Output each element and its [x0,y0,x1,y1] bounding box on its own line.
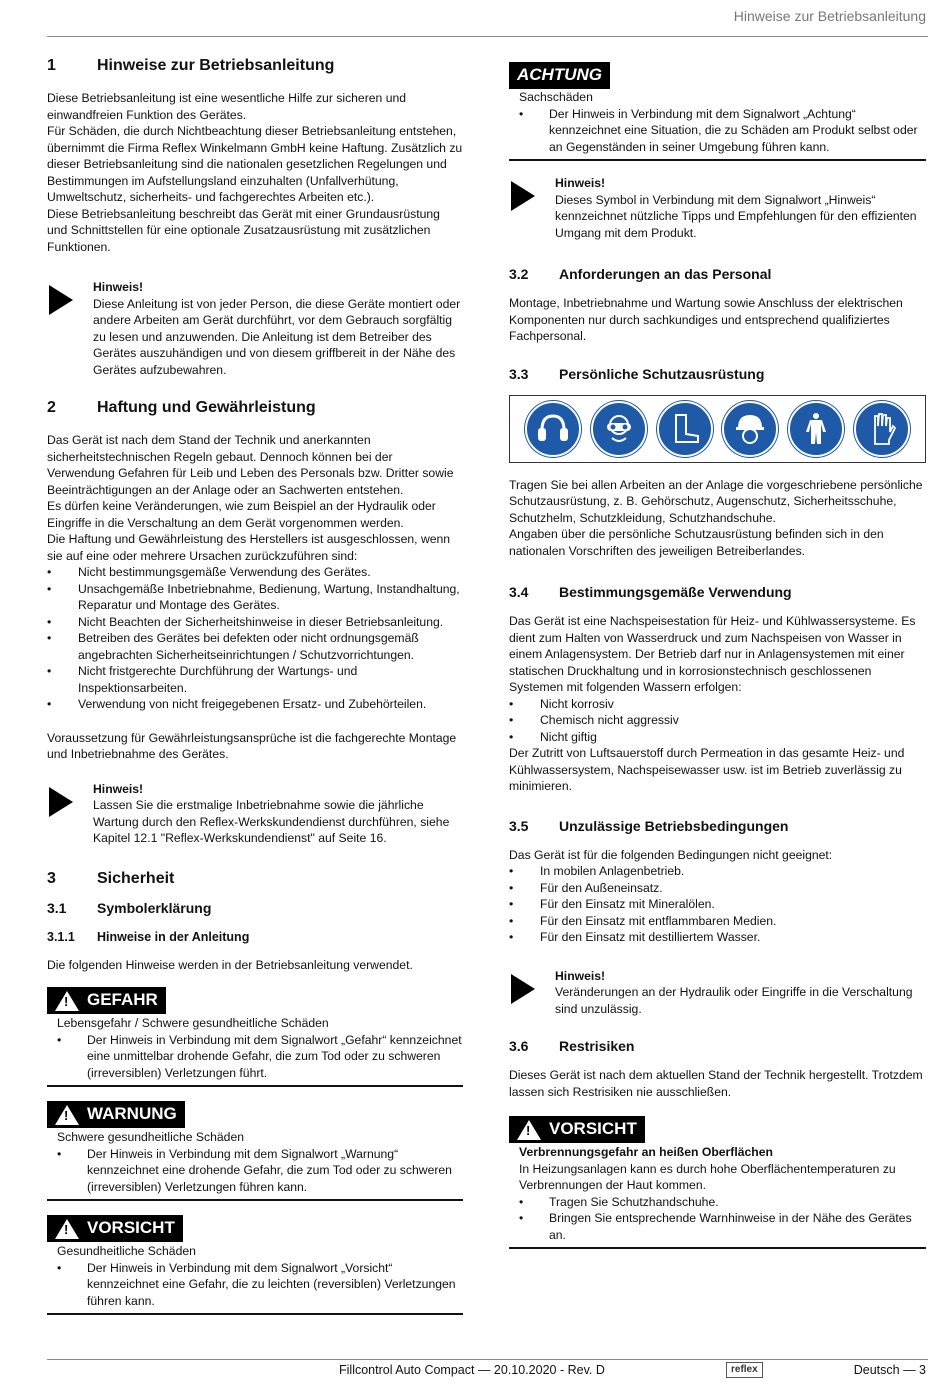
list-item: • Nicht bestimmungsgemäße Verwendung des Gerätes. [47,564,463,581]
section-title: Restrisiken [559,1038,635,1054]
section-title: Hinweise zur Betriebsanleitung [97,57,335,74]
note-text: Diese Anleitung ist von jeder Person, die diese Geräte montiert oder andere Arbeiten am Gerät durchführt, vor dem Gebrauch sorgfältig zu lesen und anzuwenden. Die Anleitung ist dem Betreiber des Gerätes auszuhändigen und von diesem griffbereit in der Nähe des Gerätes aufzubewahren. [93,296,461,377]
list-item: • In mobilen Anlagenbetrieb. [509,863,926,880]
section-number: 3.5 [509,817,529,834]
note-box [509,175,926,241]
signal-vorsicht-hot-surface [509,1116,926,1249]
signal-subtitle: Schwere gesundheitliche Schäden [57,1130,245,1144]
section-3-6-heading [509,1037,926,1055]
list-item: • Der Hinweis in Verbindung mit dem Signalwort „Warnung“ kennzeichnet eine drohende Gefahr, die zum Tod oder zu schweren (irreversiblen) Verletzungen führen kann. [57,1146,463,1196]
section-title: Haftung und Gewährleistung [97,399,316,416]
warning-triangle-icon: ! [517,1120,541,1140]
note-box [47,279,463,378]
paragraph: Es dürfen keine Veränderungen, wie zum Beispiel an der Hydraulik oder Eingriffe in die Verschaltung an dem Gerät vorgenommen werden. [47,499,436,530]
list-item: • Für den Einsatz mit entflammbaren Medien. [509,913,926,930]
signal-subtitle: Sachschäden [519,90,593,104]
section-number: 3.1 [47,899,67,916]
separator: — [903,1363,916,1377]
safety-goggles-icon [591,401,647,457]
vorsicht-badge [47,1215,183,1242]
section-2-heading [47,398,463,418]
gloves-icon [854,401,910,457]
signal-warnung [47,1101,463,1201]
section-1-heading [47,56,463,76]
page-number: 3 [919,1363,926,1377]
left-column [47,56,463,1325]
section-title: Anforderungen an das Personal [559,266,772,282]
safety-boots-icon [657,401,713,457]
gefahr-badge [47,987,166,1014]
arrow-right-icon [47,279,93,378]
signal-subtitle: Gesundheitliche Schäden [57,1244,196,1258]
paragraph: Das Gerät ist eine Nachspeisestation für Heiz- und Kühlwassersysteme. Es dient zum Halten von Wasserdruck und zum Nachspeisen von Wasser in einem Anlagensystem. Der Betrieb darf nur in Anlagensystemen mit einer statischen Druckhaltung und in korrosionstechnisch geschlossenen Systemen mit folgenden Wassern erfolgen: [509,614,916,694]
page-header-title: Hinweise zur Betriebsanleitung [733,8,926,24]
list-item: • Nicht giftig [509,729,926,746]
section-number: 1 [47,57,56,74]
section-title: Symbolerklärung [97,899,212,916]
arrow-right-icon [509,175,555,241]
warning-triangle-icon: ! [55,1219,79,1239]
paragraph: Montage, Inbetriebnahme und Wartung sowie Anschluss der elektrischen Komponenten nur durch sachkundiges und entsprechend qualifiziertes Fachpersonal. [509,296,903,343]
list-item: • Der Hinweis in Verbindung mit dem Signalwort „Vorsicht“ kennzeichnet eine Gefahr, die zu leichten (reversiblen) Verletzungen führen kann. [57,1260,463,1310]
paragraph: Voraussetzung für Gewährleistungsansprüche ist die fachgerechte Montage und Inbetriebnahme des Gerätes. [47,730,457,761]
note-title: Hinweis! [555,176,606,190]
note-box [509,968,926,1018]
warning-triangle-icon: ! [55,1105,79,1125]
paragraph: Tragen Sie bei allen Arbeiten an der Anlage die vorgeschriebene persönliche Schutzausrüstung, z. B. Gehörschutz, Augenschutz, Sicherheitsschuhe, Schutzhelm, Schutzkleidung, Schutzhandschuhe. [509,477,923,525]
vorsicht-badge [509,1116,645,1143]
section-3-1-1-heading [47,929,463,945]
note-text: Dieses Symbol in Verbindung mit dem Signalwort „Hinweis“ kennzeichnet nützliche Tipps und Empfehlungen für den effizienten Umgang mit dem Produkt. [555,192,917,240]
paragraph: Diese Betriebsanleitung beschreibt das Gerät mit einer Grundausrüstung und Schnittstellen für eine optionale Zusatzausrüstung mit zusätzlichen Funktionen. [47,206,440,254]
helmet-icon [722,401,778,457]
warning-triangle-icon: ! [55,991,79,1011]
footer-divider [47,1359,928,1360]
section-3-1-heading [47,899,463,917]
list-item: • Tragen Sie Schutzhandschuhe. [519,1194,926,1211]
section-title: Bestimmungsgemäße Verwendung [559,584,792,600]
paragraph: Die folgenden Hinweise werden in der Betriebsanleitung verwendet. [47,957,413,972]
list-item: • Verwendung von nicht freigegebenen Ersatz- und Zubehörteilen. [47,696,463,713]
list-item: • Der Hinweis in Verbindung mit dem Signalwort „Gefahr“ kennzeichnet eine unmittelbar drohende Gefahr, die zum Tod oder zu schweren (irreversiblen) Verletzungen führt. [57,1032,463,1082]
badge-label: VORSICHT [87,1218,175,1238]
badge-label: GEFAHR [87,990,158,1010]
list-item: • Chemisch nicht aggressiv [509,712,926,729]
paragraph: Der Zutritt von Luftsauerstoff durch Permeation in das gesamte Heiz- und Kühlwassersystem, Nachspeisewasser usw. ist im Betrieb zuverlässig zu minimieren. [509,746,905,793]
list-item: • Nicht Beachten der Sicherheitshinweise in dieser Betriebsanleitung. [47,614,463,631]
section-number: 3 [47,869,56,887]
list-item: • Der Hinweis in Verbindung mit dem Signalwort „Achtung“ kennzeichnet eine Situation, die zu Schäden am Produkt selbst oder an Gegenständen in seiner Umgebung führen kann. [519,106,926,156]
list-item: • Unsachgemäße Inbetriebnahme, Bedienung, Wartung, Instandhaltung, Reparatur und Montage des Gerätes. [47,581,463,614]
paragraph: Diese Betriebsanleitung ist eine wesentliche Hilfe zur sicheren und einwandfreien Funktion des Gerätes. [47,91,407,122]
note-title: Hinweis! [93,280,144,294]
water-list [509,696,926,746]
header-divider [47,36,928,37]
liability-list [47,564,463,713]
reflex-logo: reflex [726,1362,763,1378]
paragraph: Das Gerät ist für die folgenden Bedingungen nicht geeignet: [509,847,833,862]
arrow-right-icon [47,781,93,847]
achtung-badge [509,62,610,89]
arrow-right-icon [509,968,555,1018]
signal-subtitle: Verbrennungsgefahr an heißen Oberflächen [519,1145,773,1159]
section-number: 3.4 [509,584,529,600]
paragraph: Dieses Gerät ist nach dem aktuellen Stand der Technik hergestellt. Trotzdem lassen sich Restrisiken nie ausschließen. [509,1068,923,1099]
note-text: Lassen Sie die erstmalige Inbetriebnahme sowie die jährliche Wartung durch den Reflex-Werkskundendienst durchführen, siehe Kapitel 12.1 "Reflex-Werkskundendienst" auf Seite 16. [93,798,450,845]
section-number: 3.6 [509,1038,529,1054]
language: Deutsch [853,1363,900,1377]
document-title: Fillcontrol Auto Compact — 20.10.2020 - Rev. D [339,1363,605,1377]
list-item: • Bringen Sie entsprechende Warnhinweise in der Nähe des Gerätes an. [519,1210,926,1243]
list-item: • Nicht korrosiv [509,696,926,713]
paragraph: Angaben über die persönliche Schutzausrüstung befinden sich in den nationalen Vorschriften des jeweiligen Betreiberlandes. [509,527,884,558]
badge-label: VORSICHT [549,1119,637,1139]
section-3-3-heading [509,365,926,383]
note-text: Veränderungen an der Hydraulik oder Eingriffe in die Verschaltung sind unzulässig. [555,985,913,1016]
section-title: Sicherheit [97,869,175,887]
list-item: • Nicht fristgerechte Durchführung der Wartungs- und Inspektionsarbeiten. [47,663,463,696]
signal-vorsicht [47,1215,463,1315]
section-title: Hinweise in der Anleitung [97,929,250,944]
section-title: Unzulässige Betriebsbedingungen [559,817,789,834]
protective-clothing-icon [788,401,844,457]
conditions-list [509,863,926,946]
paragraph: Die Haftung und Gewährleistung des Herstellers ist ausgeschlossen, wenn sie auf eine oder mehrere Ursachen zurückzuführen sind: [47,532,451,563]
warnung-badge [47,1101,185,1128]
paragraph: Für Schäden, die durch Nichtbeachtung dieser Betriebsanleitung entstehen, übernimmt die Firma Reflex Winkelmann GmbH keine Haftung. Zusätzlich zu dieser Betriebsanleitung sind die nationalen gesetzlichen Regelungen und Bestimmungen im Aufstellungsland einzuhalten (Unfallverhütung, Umweltschutz, sicherheits- und fachgerechtes Arbeiten etc.). [47,124,463,204]
section-number: 2 [47,399,56,416]
note-box [47,781,463,847]
signal-subtitle: Lebensgefahr / Schwere gesundheitliche Schäden [57,1016,329,1030]
list-item: • Für den Einsatz mit Mineralölen. [509,896,926,913]
section-number: 3.1.1 [47,929,75,944]
note-title: Hinweis! [555,968,606,983]
paragraph: Das Gerät ist nach dem Stand der Technik und anerkannten sicherheitstechnischen Regeln gebaut. Dennoch können bei der Verwendung Gefahren für Leib und Leben des Personals bzw. Dritter sowie Beeinträchtigungen an der Anlage oder an Sachwerten entstehen. [47,433,454,497]
section-3-2-heading [509,265,926,283]
list-item: • Betreiben des Gerätes bei defekten oder nicht ordnungsgemäß angebrachten Sicherheitseinrichtungen / Schutzvorrichtungen. [47,630,463,663]
section-number: 3.3 [509,365,529,382]
ear-protection-icon [525,401,581,457]
section-3-heading [47,869,463,889]
note-title: Hinweis! [93,781,144,796]
list-item: • Für den Außeneinsatz. [509,880,926,897]
ppe-pictograms [509,395,926,463]
signal-gefahr [47,987,463,1087]
badge-label: ACHTUNG [517,65,602,85]
list-item: • Für den Einsatz mit destilliertem Wasser. [509,929,926,946]
section-number: 3.2 [509,266,529,282]
signal-text: In Heizungsanlagen kann es durch hohe Oberflächentemperaturen zu Verbrennungen der Haut kommen. [519,1161,896,1192]
badge-label: WARNUNG [87,1104,177,1124]
section-3-4-heading [509,583,926,601]
section-3-5-heading [509,817,926,835]
right-column [509,62,926,1259]
section-title: Persönliche Schutzausrüstung [559,365,765,382]
page-language-number [854,1362,926,1379]
signal-achtung [509,62,926,161]
